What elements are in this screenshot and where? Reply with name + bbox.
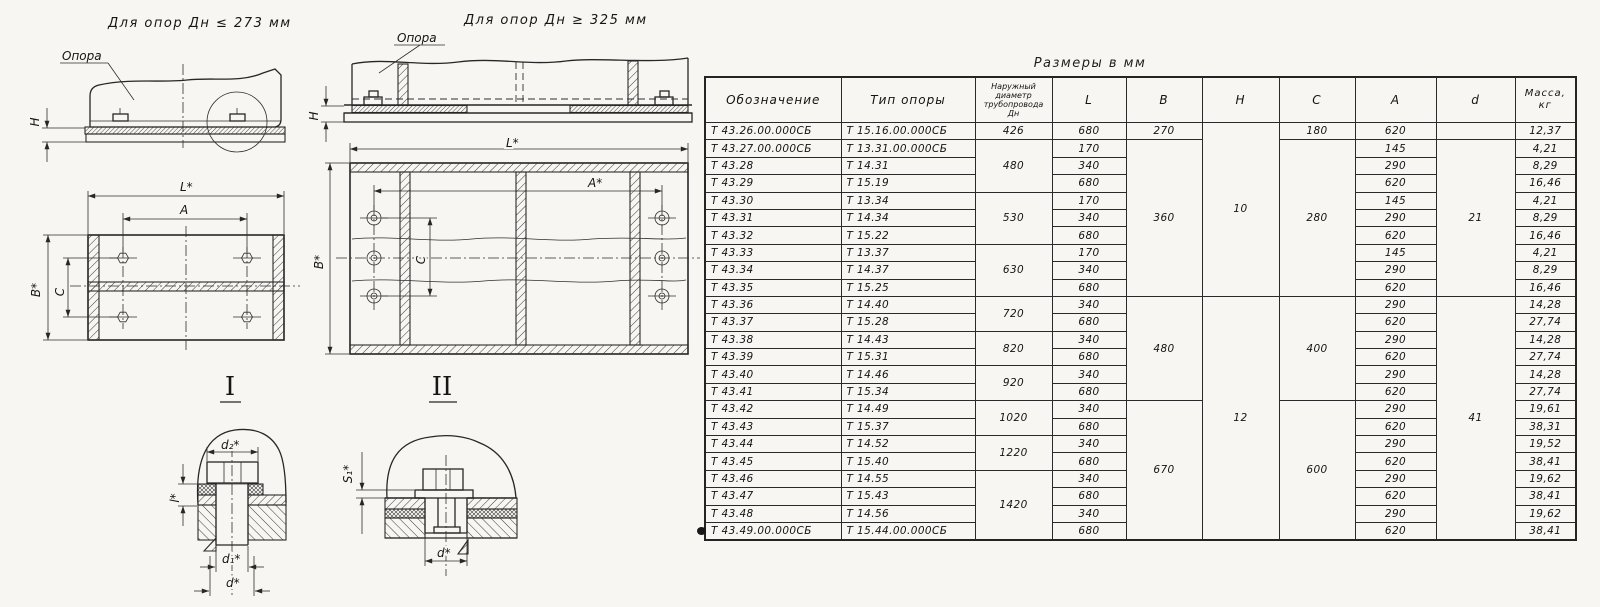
cell-type: Т 15.37 (841, 418, 975, 435)
plan-view-large-support (312, 136, 700, 354)
support-label-left: Опора (62, 49, 102, 63)
cell-designation: Т 43.33 (705, 244, 841, 261)
cell-A: 620 (1355, 279, 1436, 296)
cell-designation: Т 43.27.00.000СБ (705, 140, 841, 157)
cell-type: Т 15.25 (841, 279, 975, 296)
cell-A: 620 (1355, 349, 1436, 366)
cell-type: Т 15.31 (841, 349, 975, 366)
cell-d (1436, 123, 1515, 140)
cell-L: 340 (1052, 209, 1126, 226)
cell-type: Т 14.46 (841, 366, 975, 383)
dim-L-mid (350, 136, 688, 162)
cell-mass: 4,21 (1515, 244, 1576, 261)
caption-large-supports: Для опор Дн ≥ 325 мм (464, 13, 648, 28)
cell-L: 680 (1052, 349, 1126, 366)
dim-label-B-mid: B* (312, 254, 326, 270)
cell-designation: Т 43.32 (705, 227, 841, 244)
cell-L: 680 (1052, 175, 1126, 192)
cell-L: 340 (1052, 296, 1126, 313)
dim-label-d-right: d* (437, 546, 451, 560)
cell-type: Т 15.19 (841, 175, 975, 192)
dim-label-d1: d₁* (222, 552, 241, 566)
dim-label-C-left: C (53, 287, 67, 297)
cell-C: 400 (1279, 296, 1355, 400)
header-A: A (1355, 77, 1436, 123)
cell-L: 680 (1052, 279, 1126, 296)
cell-A: 620 (1355, 488, 1436, 505)
cell-A: 290 (1355, 505, 1436, 522)
cell-A: 620 (1355, 123, 1436, 140)
spec-table (704, 76, 1577, 541)
ink-blot (697, 527, 706, 535)
cell-type: Т 13.31.00.000СБ (841, 140, 975, 157)
section-1-numeral: I (224, 372, 236, 402)
header-d: d (1436, 77, 1515, 123)
cell-A: 620 (1355, 453, 1436, 470)
dim-H-left (28, 108, 86, 162)
cell-mass: 16,46 (1515, 227, 1576, 244)
cell-type: Т 14.43 (841, 331, 975, 348)
weld-mark-right (458, 540, 468, 554)
cell-mass: 19,62 (1515, 470, 1576, 487)
cell-mass: 8,29 (1515, 157, 1576, 174)
cell-mass: 16,46 (1515, 279, 1576, 296)
cell-L: 340 (1052, 436, 1126, 453)
cell-mass: 4,21 (1515, 140, 1576, 157)
cell-B: 670 (1126, 401, 1202, 541)
cell-mass: 16,46 (1515, 175, 1576, 192)
cell-mass: 12,37 (1515, 123, 1576, 140)
dim-d2 (207, 438, 258, 461)
cell-dn: 1420 (975, 470, 1052, 540)
cell-A: 620 (1355, 175, 1436, 192)
cell-type: Т 15.44.00.000СБ (841, 522, 975, 540)
dim-A-left (123, 203, 247, 252)
cell-A: 145 (1355, 140, 1436, 157)
cell-A: 620 (1355, 314, 1436, 331)
cell-dn: 720 (975, 296, 1052, 331)
cell-designation: Т 43.45 (705, 453, 841, 470)
header-mass-line1: Масса, (1524, 87, 1566, 99)
cell-L: 340 (1052, 470, 1126, 487)
cell-C: 280 (1279, 140, 1355, 297)
cell-designation: Т 43.47 (705, 488, 841, 505)
header-dn-line4: Дн (1007, 109, 1020, 119)
caption-small-supports: Для опор Дн ≤ 273 мм (108, 16, 292, 31)
cell-mass: 4,21 (1515, 192, 1576, 209)
cell-L: 170 (1052, 140, 1126, 157)
dim-label-H-left: H (28, 117, 42, 127)
cell-L: 680 (1052, 488, 1126, 505)
cell-type: Т 14.34 (841, 209, 975, 226)
cell-type: Т 15.16.00.000СБ (841, 123, 975, 140)
cell-A: 620 (1355, 522, 1436, 540)
cell-A: 620 (1355, 418, 1436, 435)
cell-H: 10 (1202, 123, 1279, 297)
dim-label-C-mid: C (414, 255, 428, 265)
cell-type: Т 15.22 (841, 227, 975, 244)
cell-designation: Т 43.38 (705, 331, 841, 348)
cell-type: Т 13.34 (841, 192, 975, 209)
cell-L: 680 (1052, 123, 1126, 140)
cell-type: Т 14.37 (841, 262, 975, 279)
cell-type: Т 14.40 (841, 296, 975, 313)
cell-L: 340 (1052, 262, 1126, 279)
cell-L: 680 (1052, 418, 1126, 435)
cell-mass: 27,74 (1515, 383, 1576, 400)
cell-mass: 14,28 (1515, 366, 1576, 383)
cell-A: 290 (1355, 157, 1436, 174)
bolt-detail-section-1 (168, 429, 286, 598)
header-H: H (1202, 77, 1279, 123)
cell-A: 290 (1355, 470, 1436, 487)
cell-designation: Т 43.49.00.000СБ (705, 522, 841, 540)
cell-dn: 920 (975, 366, 1052, 401)
cell-L: 170 (1052, 192, 1126, 209)
header-dn-line1: Наружный (991, 81, 1036, 91)
cell-mass: 19,61 (1515, 401, 1576, 418)
cell-mass: 27,74 (1515, 314, 1576, 331)
cell-mass: 38,41 (1515, 522, 1576, 540)
cell-designation: Т 43.43 (705, 418, 841, 435)
cell-L: 680 (1052, 453, 1126, 470)
cell-designation: Т 43.46 (705, 470, 841, 487)
table-header-row (705, 77, 1576, 123)
cell-designation: Т 43.36 (705, 296, 841, 313)
cell-L: 680 (1052, 227, 1126, 244)
cell-A: 290 (1355, 401, 1436, 418)
cell-L: 680 (1052, 314, 1126, 331)
table-row (705, 296, 1576, 313)
cell-type: Т 15.40 (841, 453, 975, 470)
dim-label-l: l* (168, 493, 182, 503)
header-type: Тип опоры (841, 77, 975, 123)
cell-A: 145 (1355, 192, 1436, 209)
cell-L: 170 (1052, 244, 1126, 261)
cell-designation: Т 43.26.00.000СБ (705, 123, 841, 140)
header-mass (1515, 77, 1576, 123)
side-view-large-support (307, 13, 692, 142)
dim-label-H-mid: H (307, 111, 321, 121)
cell-A: 290 (1355, 436, 1436, 453)
cell-A: 290 (1355, 296, 1436, 313)
header-B: B (1126, 77, 1202, 123)
cell-dn: 530 (975, 192, 1052, 244)
cell-dn: 630 (975, 244, 1052, 296)
cell-designation: Т 43.31 (705, 209, 841, 226)
support-label-right: Опора (397, 31, 437, 45)
dim-H-mid (307, 86, 344, 142)
cell-type: Т 14.31 (841, 157, 975, 174)
cell-L: 680 (1052, 383, 1126, 400)
cell-A: 620 (1355, 383, 1436, 400)
section-mark-1 (220, 372, 241, 402)
header-C: C (1279, 77, 1355, 123)
cell-C: 600 (1279, 401, 1355, 541)
cell-type: Т 15.43 (841, 488, 975, 505)
table-body (705, 123, 1576, 541)
dim-label-d2: d₂* (221, 438, 240, 452)
side-view-small-support (28, 16, 292, 162)
cell-dn: 1020 (975, 401, 1052, 436)
sizes-note: Размеры в мм (1033, 56, 1147, 71)
cell-dn: 1220 (975, 436, 1052, 471)
cell-A: 290 (1355, 209, 1436, 226)
cell-type: Т 14.49 (841, 401, 975, 418)
dim-label-A-mid: A* (588, 176, 603, 190)
cell-mass: 8,29 (1515, 209, 1576, 226)
cell-L: 680 (1052, 522, 1126, 540)
cell-designation: Т 43.28 (705, 157, 841, 174)
cell-B: 480 (1126, 296, 1202, 400)
cell-type: Т 14.56 (841, 505, 975, 522)
header-designation: Обозначение (705, 77, 841, 123)
cell-mass: 38,41 (1515, 453, 1576, 470)
cell-designation: Т 43.48 (705, 505, 841, 522)
detail-callout-circle (207, 92, 267, 152)
cell-B: 270 (1126, 123, 1202, 140)
cell-designation: Т 43.40 (705, 366, 841, 383)
header-dn-line3: трубопровода (983, 100, 1044, 109)
cell-type: Т 15.34 (841, 383, 975, 400)
drawing-canvas (0, 0, 705, 607)
dim-label-A-left: A (180, 203, 189, 217)
cell-designation: Т 43.42 (705, 401, 841, 418)
cell-mass: 19,62 (1515, 505, 1576, 522)
cell-L: 340 (1052, 157, 1126, 174)
dim-label-B-left: B* (29, 282, 43, 298)
cell-A: 290 (1355, 366, 1436, 383)
cell-designation: Т 43.44 (705, 436, 841, 453)
header-dn (975, 77, 1052, 123)
dim-B-mid (312, 163, 349, 354)
dim-B-left (29, 235, 87, 340)
cell-dn: 426 (975, 123, 1052, 140)
cell-A: 290 (1355, 262, 1436, 279)
cell-mass: 14,28 (1515, 331, 1576, 348)
dim-label-s1: S₁* (341, 464, 355, 484)
dim-l (168, 464, 197, 526)
cell-L: 340 (1052, 505, 1126, 522)
cell-designation: Т 43.35 (705, 279, 841, 296)
cell-mass: 38,41 (1515, 488, 1576, 505)
cell-mass: 27,74 (1515, 349, 1576, 366)
header-dn-line2: диаметр (995, 90, 1032, 100)
section-mark-2 (429, 372, 457, 402)
cell-mass: 38,31 (1515, 418, 1576, 435)
cell-A: 145 (1355, 244, 1436, 261)
cell-A: 290 (1355, 331, 1436, 348)
cell-designation: Т 43.30 (705, 192, 841, 209)
cell-dn: 480 (975, 140, 1052, 192)
cell-type: Т 13.37 (841, 244, 975, 261)
header-mass-line2: кг (1538, 100, 1552, 111)
dim-label-L-left: L* (180, 180, 193, 194)
header-L: L (1052, 77, 1126, 123)
cell-designation: Т 43.41 (705, 383, 841, 400)
plan-view-small-support (29, 180, 300, 350)
cell-type: Т 15.28 (841, 314, 975, 331)
cell-L: 340 (1052, 366, 1126, 383)
table-row (705, 140, 1576, 157)
bolt-detail-section-2 (341, 436, 517, 576)
cell-designation: Т 43.34 (705, 262, 841, 279)
cell-designation: Т 43.29 (705, 175, 841, 192)
cell-H: 12 (1202, 296, 1279, 540)
cell-d: 21 (1436, 140, 1515, 297)
cell-d: 41 (1436, 296, 1515, 540)
cell-mass: 14,28 (1515, 296, 1576, 313)
table-row (705, 123, 1576, 140)
cell-type: Т 14.52 (841, 436, 975, 453)
cell-designation: Т 43.37 (705, 314, 841, 331)
cell-C: 180 (1279, 123, 1355, 140)
cell-type: Т 14.55 (841, 470, 975, 487)
cell-mass: 19,52 (1515, 436, 1576, 453)
cell-A: 620 (1355, 227, 1436, 244)
cell-dn: 820 (975, 331, 1052, 366)
cell-mass: 8,29 (1515, 262, 1576, 279)
dim-label-L-mid: L* (506, 136, 519, 150)
cell-L: 340 (1052, 331, 1126, 348)
dim-label-d-left: d* (226, 576, 240, 590)
section-2-numeral: II (431, 372, 453, 402)
cell-designation: Т 43.39 (705, 349, 841, 366)
cell-B: 360 (1126, 140, 1202, 297)
cell-L: 340 (1052, 401, 1126, 418)
